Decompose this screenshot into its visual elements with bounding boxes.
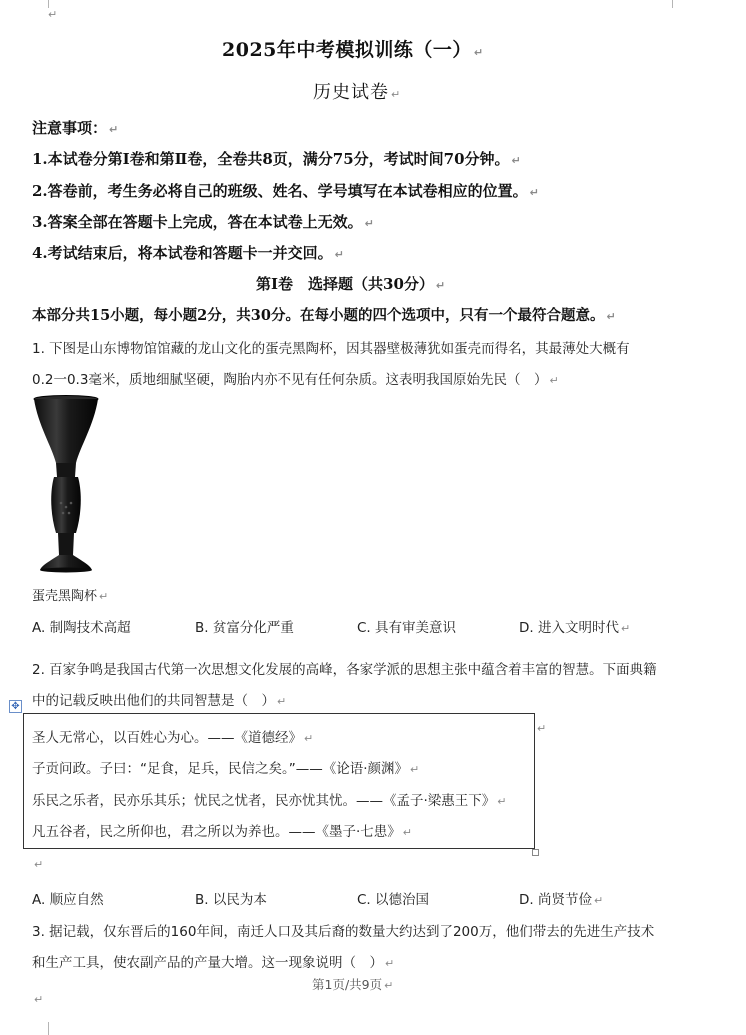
q1-image-caption: 蛋壳黑陶杯 ↵ <box>32 589 109 604</box>
notice-item: 3.答案全部在答题卡上完成，答在本试卷上无效。 ↵ <box>32 213 374 231</box>
quotes-table <box>23 713 535 849</box>
q1-stem-line2: 0.2一0.3毫米，质地细腻坚硬，陶胎内亦不见有任何杂质。这表明我国原始先民（ ） ↵ <box>32 372 559 388</box>
q1-option-b[interactable]: B. 贫富分化严重 <box>195 620 294 636</box>
page-subtitle: 历史试卷 ↵ <box>313 82 402 103</box>
quote-lunyu: 子贡问政。子曰：“足食，足兵，民信之矣。”——《论语·颜渊》 ↵ <box>32 761 420 777</box>
crop-mark-bottom-left <box>38 1022 49 1035</box>
paragraph-mark: ↵ <box>48 8 58 21</box>
q2-stem-line1: 2. 百家争鸣是我国古代第一次思想文化发展的高峰，各家学派的思想主张中蕴含着丰富的智慧。下面典籍 <box>32 662 657 678</box>
notice-heading: 注意事项： ↵ <box>32 119 119 137</box>
q1-option-c[interactable]: C. 具有审美意识 <box>357 620 457 636</box>
section-instructions: 本部分共15小题，每小题2分，共30分。在每小题的四个选项中，只有一个最符合题意。 ↵ <box>32 307 616 324</box>
section-title: 第Ⅰ卷 选择题（共30分） ↵ <box>256 275 446 293</box>
quote-mozi: 凡五谷者，民之所仰也，君之所以为养也。——《墨子·七患》 ↵ <box>32 824 413 840</box>
q2-option-a[interactable]: A. 顺应自然 <box>32 892 104 908</box>
q2-stem-line2: 中的记载反映出他们的共同智慧是（ ） ↵ <box>32 693 287 709</box>
q2-option-d[interactable]: D. 尚贤节俭 ↵ <box>519 892 604 908</box>
notice-item: 1.本试卷分第Ⅰ卷和第Ⅱ卷，全卷共8页，满分75分，考试时间70分钟。 ↵ <box>32 150 521 168</box>
eggshell-pottery-cup-image <box>30 395 102 575</box>
paragraph-mark: ↵ <box>34 993 44 1006</box>
q1-stem-line1: 1. 下图是山东博物馆馆藏的龙山文化的蛋壳黑陶杯，因其器壁极薄犹如蛋壳而得名，其最薄处大概有 <box>32 341 630 357</box>
quote-daodejing: 圣人无常心，以百姓心为心。——《道德经》 ↵ <box>32 730 314 746</box>
table-move-handle[interactable]: ✥ <box>9 700 22 713</box>
crop-mark-top-right <box>672 0 683 8</box>
crop-mark-top-left <box>38 0 49 8</box>
quote-mengzi: 乐民之乐者，民亦乐其乐；忧民之忧者，民亦忧其忧。——《孟子·梁惠王下》 ↵ <box>32 793 507 809</box>
q3-stem-line1: 3. 据记载，仅东晋后的160年间，南迁人口及其后裔的数量大约达到了200万，他们带去的先进生产技术 <box>32 924 655 940</box>
table-row-end-mark: ↵ <box>537 722 547 735</box>
paragraph-mark: ↵ <box>34 858 44 871</box>
q1-option-a[interactable]: A. 制陶技术高超 <box>32 620 131 636</box>
table-resize-handle[interactable] <box>532 849 539 856</box>
page-title: 2025年中考模拟训练（一） ↵ <box>222 39 484 61</box>
page-number-footer: 第1页/共9页 ↵ <box>312 977 394 992</box>
q1-option-d[interactable]: D. 进入文明时代 ↵ <box>519 620 631 636</box>
notice-item: 2.答卷前，考生务必将自己的班级、姓名、学号填写在本试卷相应的位置。 ↵ <box>32 182 539 200</box>
q3-stem-line2: 和生产工具，使农副产品的产量大增。这一现象说明（ ） ↵ <box>32 955 395 971</box>
q2-option-b[interactable]: B. 以民为本 <box>195 892 267 908</box>
notice-item: 4.考试结束后，将本试卷和答题卡一并交回。 ↵ <box>32 244 344 262</box>
q2-option-c[interactable]: C. 以德治国 <box>357 892 430 908</box>
